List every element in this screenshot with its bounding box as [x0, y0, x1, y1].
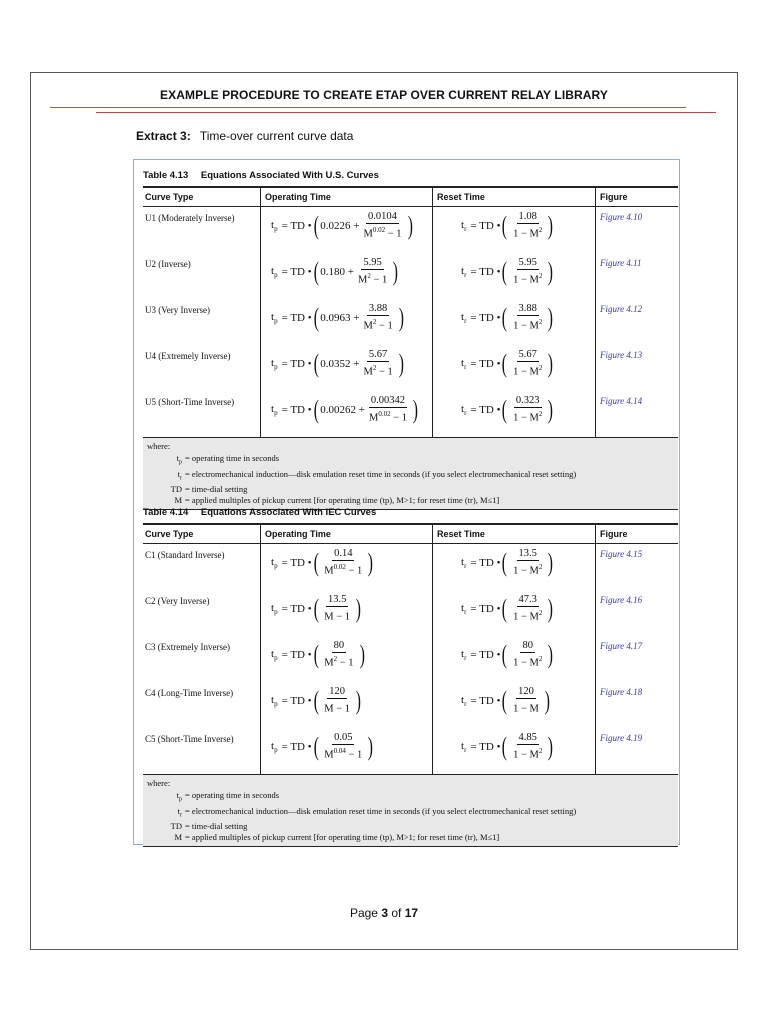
paren: )	[548, 731, 554, 761]
where-legend	[143, 437, 678, 510]
paren: )	[548, 302, 554, 332]
paren: (	[313, 394, 319, 424]
table-row	[143, 682, 678, 728]
curve-type-cell: C5 (Short-Time Inverse)	[145, 734, 234, 744]
equation-lhs: $t_p$	[271, 601, 278, 616]
where-label: where:	[147, 441, 171, 451]
denominator: $1 - M^2$	[513, 410, 543, 424]
paren: (	[313, 639, 319, 669]
numerator: 80	[333, 640, 345, 651]
numerator: 0.0104	[368, 211, 397, 222]
table-body	[143, 544, 678, 774]
extract-label: Extract 3:	[136, 129, 191, 143]
header-reset-time: Reset Time	[432, 188, 595, 206]
figure-link[interactable]: Figure 4.17	[595, 636, 678, 682]
operating-time-cell	[260, 345, 432, 391]
reset-time-cell	[432, 253, 595, 299]
fraction	[367, 395, 409, 425]
operating-time-cell	[260, 253, 432, 299]
reset-equation	[461, 395, 555, 425]
equation-mult: = TD •	[470, 602, 501, 615]
document-header: EXAMPLE PROCEDURE TO CREATE ETAP OVER CURRENT RELAY LIBRARY	[160, 88, 608, 102]
denominator: $1 - M^2$	[513, 747, 543, 761]
numerator: 5.67	[518, 349, 537, 360]
paren: )	[548, 394, 554, 424]
table-number: Table 4.14	[143, 507, 189, 518]
table-caption: Equations Associated With U.S. Curves	[200, 170, 379, 181]
operating-equation	[271, 349, 405, 379]
denominator: $M^{0.02} - 1$	[368, 410, 407, 424]
table-body	[143, 207, 678, 437]
figure-link[interactable]: Figure 4.16	[595, 590, 678, 636]
operating-equation	[271, 257, 400, 287]
equation-lhs: $t_r$	[461, 402, 467, 417]
operating-time-cell	[260, 207, 432, 253]
fraction	[361, 303, 394, 333]
operating-time-cell	[260, 544, 432, 590]
reset-equation	[461, 732, 555, 762]
table-row	[143, 590, 678, 636]
paren: (	[502, 547, 508, 577]
table-row	[143, 253, 678, 299]
table-title	[143, 507, 678, 523]
table-row	[143, 345, 678, 391]
fraction	[511, 686, 541, 716]
numerator: 1.08	[518, 211, 537, 222]
header-curve-type: Curve Type	[145, 192, 194, 202]
table-title	[143, 170, 678, 186]
operating-time-cell	[260, 682, 432, 728]
equation-mult: = TD •	[281, 311, 312, 324]
numerator: 5.67	[368, 349, 388, 360]
constant-term: 0.00262 +	[320, 403, 365, 416]
fraction	[511, 349, 544, 379]
paren: (	[502, 639, 508, 669]
table-row	[143, 299, 678, 345]
table-row	[143, 728, 678, 774]
paren: (	[502, 302, 508, 332]
curve-type-cell: C4 (Long-Time Inverse)	[145, 688, 234, 698]
paren: (	[502, 731, 508, 761]
equation-lhs: $t_r$	[461, 739, 467, 754]
equation-lhs: $t_p$	[271, 693, 278, 708]
paren: )	[412, 394, 418, 424]
figure-link[interactable]: Figure 4.15	[595, 544, 678, 590]
figure-link[interactable]: Figure 4.12	[595, 299, 678, 345]
equation-mult: = TD •	[470, 694, 501, 707]
equation-mult: = TD •	[281, 403, 312, 416]
paren: (	[313, 210, 319, 240]
denominator: $M^{0.04} - 1$	[324, 747, 363, 761]
header-operating-time: Operating Time	[260, 525, 432, 543]
paren: (	[502, 210, 508, 240]
equation-lhs: $t_r$	[461, 310, 467, 325]
denominator: $M^{0.02} - 1$	[324, 563, 363, 577]
reset-equation	[461, 257, 555, 287]
equation-lhs: $t_p$	[271, 356, 278, 371]
curve-type-cell: U5 (Short-Time Inverse)	[145, 397, 235, 407]
fraction	[322, 640, 355, 670]
header-figure: Figure	[595, 188, 678, 206]
paren: )	[548, 348, 554, 378]
paren: )	[398, 348, 404, 378]
fraction	[511, 303, 544, 333]
where-def: $t_p$ = operating time in seconds	[176, 453, 280, 466]
equation-mult: = TD •	[470, 556, 501, 569]
table-number: Table 4.13	[143, 170, 189, 181]
table-row	[143, 544, 678, 590]
header-rule-purple	[50, 107, 686, 108]
paren: (	[502, 685, 508, 715]
paren: )	[548, 639, 554, 669]
us-curves-table	[143, 170, 678, 510]
fraction	[511, 395, 544, 425]
reset-equation	[461, 349, 555, 379]
operating-equation	[271, 548, 375, 578]
numerator: 3.88	[518, 303, 537, 314]
reset-time-cell	[432, 207, 595, 253]
equation-mult: = TD •	[470, 357, 501, 370]
reset-equation	[461, 303, 555, 333]
equation-mult: = TD •	[281, 556, 312, 569]
numerator: 3.88	[368, 303, 388, 314]
equation-lhs: $t_p$	[271, 310, 278, 325]
paren: (	[502, 256, 508, 286]
operating-equation	[271, 303, 405, 333]
where-def: M = applied multiples of pickup current [for operating time (tp), M>1; for reset time (tr), M≤1]	[174, 495, 500, 506]
reset-equation	[461, 594, 555, 624]
table-caption: Equations Associated With IEC Curves	[200, 507, 377, 518]
paren: (	[313, 256, 319, 286]
equation-mult: = TD •	[470, 740, 501, 753]
equation-lhs: $t_r$	[461, 218, 467, 233]
constant-term: 0.0226 +	[320, 219, 360, 232]
equation-mult: = TD •	[470, 311, 501, 324]
numerator: 80	[522, 640, 533, 651]
fraction	[511, 594, 544, 624]
fraction	[511, 257, 544, 287]
paren: (	[313, 348, 319, 378]
paren: (	[502, 348, 508, 378]
figure-link[interactable]: Figure 4.19	[595, 728, 678, 774]
equation-mult: = TD •	[281, 602, 312, 615]
numerator: 120	[518, 686, 534, 697]
equation-lhs: $t_p$	[271, 218, 278, 233]
operating-equation	[271, 211, 414, 241]
operating-time-cell	[260, 636, 432, 682]
numerator: 13.5	[518, 548, 537, 559]
paren: (	[313, 302, 319, 332]
curve-type-cell: U1 (Moderately Inverse)	[145, 213, 235, 223]
equation-mult: = TD •	[470, 648, 501, 661]
curve-type-cell: C2 (Very Inverse)	[145, 596, 210, 606]
header-operating-time: Operating Time	[260, 188, 432, 206]
denominator: $1 - M^2$	[513, 609, 543, 623]
curve-type-cell: U2 (Inverse)	[145, 259, 191, 269]
where-def: $t_p$ = operating time in seconds	[176, 790, 280, 803]
paren: )	[368, 547, 374, 577]
curve-type-cell: C1 (Standard Inverse)	[145, 550, 225, 560]
paren: )	[368, 731, 374, 761]
reset-equation	[461, 211, 555, 241]
table-row	[143, 636, 678, 682]
equation-mult: = TD •	[281, 694, 312, 707]
equation-mult: = TD •	[470, 403, 501, 416]
paren: (	[313, 593, 319, 623]
operating-time-cell	[260, 299, 432, 345]
where-def: M = applied multiples of pickup current [for operating time (tp), M>1; for reset time (tr), M≤1]	[174, 832, 500, 843]
header-rule-red	[96, 112, 716, 113]
equation-mult: = TD •	[281, 740, 312, 753]
equation-mult: = TD •	[470, 219, 501, 232]
reset-time-cell	[432, 544, 595, 590]
equation-mult: = TD •	[281, 648, 312, 661]
fraction	[511, 548, 544, 578]
denominator: $M^2 - 1$	[363, 364, 393, 378]
denominator: 1 − M	[513, 703, 539, 715]
equation-mult: = TD •	[281, 357, 312, 370]
numerator: 13.5	[327, 594, 347, 605]
fraction	[322, 548, 364, 578]
denominator: $M^2 - 1$	[357, 272, 388, 286]
numerator: 0.14	[334, 548, 353, 559]
numerator: 47.3	[518, 594, 537, 605]
table-header	[143, 186, 678, 207]
header-curve-type: Curve Type	[145, 529, 194, 539]
paren: )	[355, 593, 361, 623]
paren: )	[548, 593, 554, 623]
denominator: $1 - M^2$	[513, 655, 543, 669]
constant-term: 0.0963 +	[320, 311, 360, 324]
where-def: TD = time-dial setting	[170, 484, 248, 495]
where-label: where:	[147, 778, 171, 788]
equation-mult: = TD •	[281, 265, 312, 278]
paren: )	[392, 256, 399, 286]
reset-equation	[461, 686, 552, 716]
reset-time-cell	[432, 682, 595, 728]
reset-time-cell	[432, 345, 595, 391]
table-row	[143, 207, 678, 253]
denominator: $1 - M^2$	[513, 226, 543, 240]
paren: )	[548, 547, 554, 577]
reset-time-cell	[432, 728, 595, 774]
operating-equation	[271, 686, 363, 716]
denominator: $1 - M^2$	[513, 563, 543, 577]
figure-link[interactable]: Figure 4.13	[595, 345, 678, 391]
equation-lhs: $t_r$	[461, 264, 467, 279]
equation-lhs: $t_r$	[461, 647, 467, 662]
header-reset-time: Reset Time	[432, 525, 595, 543]
table-header	[143, 523, 678, 544]
fraction	[361, 349, 394, 379]
operating-equation	[271, 640, 366, 670]
paren: (	[313, 731, 319, 761]
curve-type-cell: C3 (Extremely Inverse)	[145, 642, 230, 652]
figure-link[interactable]: Figure 4.14	[595, 391, 678, 437]
equation-lhs: $t_r$	[461, 555, 467, 570]
paren: (	[502, 593, 508, 623]
operating-time-cell	[260, 728, 432, 774]
fraction	[511, 211, 544, 241]
denominator: $1 - M^2$	[513, 364, 543, 378]
paren: (	[502, 394, 508, 424]
header-figure: Figure	[595, 525, 678, 543]
reset-equation	[461, 640, 555, 670]
denominator: $M^{0.02} - 1$	[363, 226, 402, 240]
total-pages: 17	[404, 906, 419, 920]
fraction	[322, 594, 352, 624]
numerator: 0.00342	[370, 395, 406, 406]
denominator: $M^2 - 1$	[324, 655, 354, 669]
denominator: $1 - M^2$	[513, 272, 543, 286]
operating-equation	[271, 594, 363, 624]
where-def: TD = time-dial setting	[170, 821, 248, 832]
fraction	[361, 211, 403, 241]
reset-time-cell	[432, 299, 595, 345]
numerator: 5.95	[363, 257, 382, 268]
numerator: 120	[329, 686, 346, 697]
reset-time-cell	[432, 636, 595, 682]
current-page: 3	[381, 906, 388, 920]
reset-equation	[461, 548, 555, 578]
where-def: $t_r$ = electromechanical induction—disk emulation reset time in seconds (if you select electromechanical reset setting)	[177, 468, 577, 482]
figure-link[interactable]: Figure 4.10	[595, 207, 678, 253]
operating-time-cell	[260, 391, 432, 437]
numerator: 0.323	[515, 395, 540, 406]
where-def: $t_r$ = electromechanical induction—disk emulation reset time in seconds (if you select electromechanical reset setting)	[177, 805, 577, 819]
fraction	[511, 732, 544, 762]
denominator: $1 - M^2$	[513, 318, 543, 332]
curve-type-cell: U3 (Very Inverse)	[145, 305, 210, 315]
iec-curves-table	[143, 507, 678, 847]
extract-caption	[136, 129, 353, 143]
fraction	[511, 640, 544, 670]
paren: (	[313, 685, 319, 715]
operating-equation	[271, 732, 375, 762]
constant-term: 0.0352 +	[320, 357, 360, 370]
reset-time-cell	[432, 391, 595, 437]
equation-lhs: $t_p$	[271, 264, 278, 279]
equation-mult: = TD •	[470, 265, 501, 278]
equation-lhs: $t_p$	[271, 402, 278, 417]
paren: )	[548, 256, 554, 286]
paren: )	[407, 210, 413, 240]
equation-lhs: $t_r$	[461, 601, 467, 616]
figure-link[interactable]: Figure 4.11	[595, 253, 678, 299]
paren: )	[359, 639, 365, 669]
equation-lhs: $t_r$	[461, 356, 467, 371]
curve-type-cell: U4 (Extremely Inverse)	[145, 351, 231, 361]
equation-lhs: $t_p$	[271, 739, 278, 754]
equation-lhs: $t_p$	[271, 647, 278, 662]
paren: )	[548, 210, 554, 240]
fraction	[322, 686, 352, 716]
equation-lhs: $t_p$	[271, 555, 278, 570]
constant-term: 0.180 +	[320, 265, 354, 278]
paren: )	[355, 685, 361, 715]
numerator: 5.95	[518, 257, 537, 268]
denominator: M − 1	[324, 611, 351, 623]
numerator: 0.05	[334, 732, 353, 743]
equation-mult: = TD •	[281, 219, 312, 232]
paren: )	[398, 302, 404, 332]
paren: (	[313, 547, 319, 577]
reset-time-cell	[432, 590, 595, 636]
operating-equation	[271, 395, 420, 425]
operating-time-cell	[260, 590, 432, 636]
table-row	[143, 391, 678, 437]
fraction	[356, 257, 389, 287]
fraction	[322, 732, 364, 762]
page-footer: Page 3 of 17	[349, 906, 419, 920]
denominator: $M^2 - 1$	[363, 318, 393, 332]
equation-lhs: $t_r$	[461, 693, 467, 708]
numerator: 4.85	[518, 732, 537, 743]
denominator: M − 1	[324, 703, 351, 715]
paren: )	[544, 685, 550, 715]
figure-link[interactable]: Figure 4.18	[595, 682, 678, 728]
extract-text: Time-over current curve data	[199, 129, 354, 143]
where-legend	[143, 774, 678, 847]
